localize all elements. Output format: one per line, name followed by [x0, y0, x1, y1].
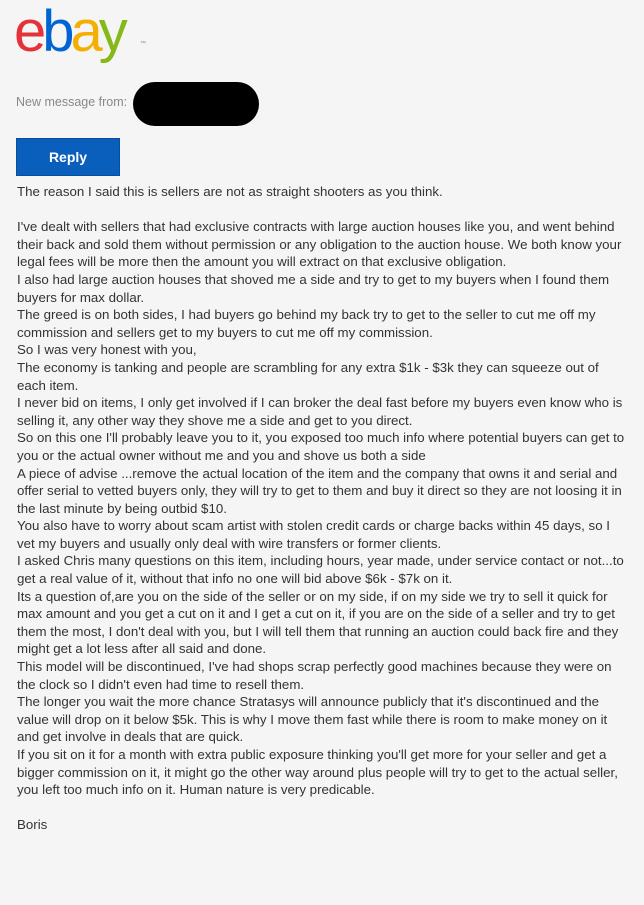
message-paragraph: So I was very honest with you, — [17, 342, 197, 358]
message-paragraph: I also had large auction houses that shoved me a side and try to get to my buyers when I found them buyers for max dollar. — [17, 271, 610, 305]
ebay-logo — [14, 0, 146, 64]
from-label: New message from: — [16, 95, 128, 109]
message-paragraph: This model will be discontinued, I've had shops scrap perfectly good machines because they were on the clock so I didn't even had time to resell them. — [17, 659, 612, 692]
trademark-mark: ™ — [140, 41, 146, 47]
logo-letter-e: e — [14, 0, 43, 64]
message-signature: Boris — [17, 817, 48, 833]
sender-row — [16, 95, 127, 109]
paragraph-gap — [17, 201, 627, 219]
message-paragraph: So on this one I'll probably leave you to it, you exposed too much info where potential buyers can get to you or the actual owner without me and you and shove us both a side — [17, 430, 625, 463]
logo-letter-b: b — [42, 0, 71, 64]
message-paragraph: You also have to worry about scam artist with stolen credit cards or charge backs within 45 days, so I vet my buyers and usually only deal with wire transfers or former clients. — [17, 518, 610, 551]
message-paragraph: I asked Chris many questions on this item, including hours, year made, under service contact or not...to get a real value of it, without that info no one will bid above $6k - $7k on it. — [17, 553, 624, 587]
message-paragraph: I never bid on items, I only get involved if I can broker the deal fast before my buyers even know who is selling it, any other way they shove me a side and get to you direct. — [17, 395, 623, 428]
message-paragraph: If you sit on it for a month with extra public exposure thinking you'll get more for your seller and get a bigger commission on it, it might go the other way around plus people will try to get to the actual seller, you left too much info on it. Human nature is very predicable. — [17, 747, 618, 798]
message-paragraph: The greed is on both sides, I had buyers go behind my back try to get to the seller to cut me off my commission and sellers get to my buyers to cut me off my commission. — [17, 307, 596, 340]
message-body — [17, 183, 627, 834]
logo-letter-a: a — [70, 0, 99, 64]
message-paragraph: Its a question of,are you on the side of the seller or on my side, if on my side we try to sell it quick for max amount and you get a cut on it and I get a cut on it, if you are on the side of a seller and try to get them the most, I don't deal with you, but I will tell them that running an auction could back fire and they might get a lot less after all said and done. — [17, 588, 619, 657]
redacted-sender-name — [133, 82, 259, 126]
reply-button[interactable]: Reply — [16, 138, 120, 176]
signature-gap — [17, 799, 627, 817]
message-paragraph: I've dealt with sellers that had exclusive contracts with large auction houses like you, and went behind their back and sold them without permission or any obligation to the auction house. We both know your legal fees will be more then the amount you will extract on that exclusive obligation. — [17, 219, 622, 270]
message-paragraph: The longer you wait the more chance Stratasys will announce publicly that it's discontinued and the value will drop on it below $5k. This is why I move them fast while there is room to make money on it and get involve in deals that are quick. — [17, 694, 608, 745]
message-intro: The reason I said this is sellers are not as straight shooters as you think. — [17, 184, 443, 199]
logo-letter-y: y — [98, 0, 124, 64]
message-paragraph: A piece of advise ...remove the actual location of the item and the company that owns it and serial and offer serial to vetted buyers only, they will try to get to them and buy it direct so they are not loosing it in the last minute by being outbid $10. — [17, 465, 622, 516]
message-paragraph: The economy is tanking and people are scrambling for any extra $1k - $3k they can squeeze out of each item. — [17, 359, 599, 393]
